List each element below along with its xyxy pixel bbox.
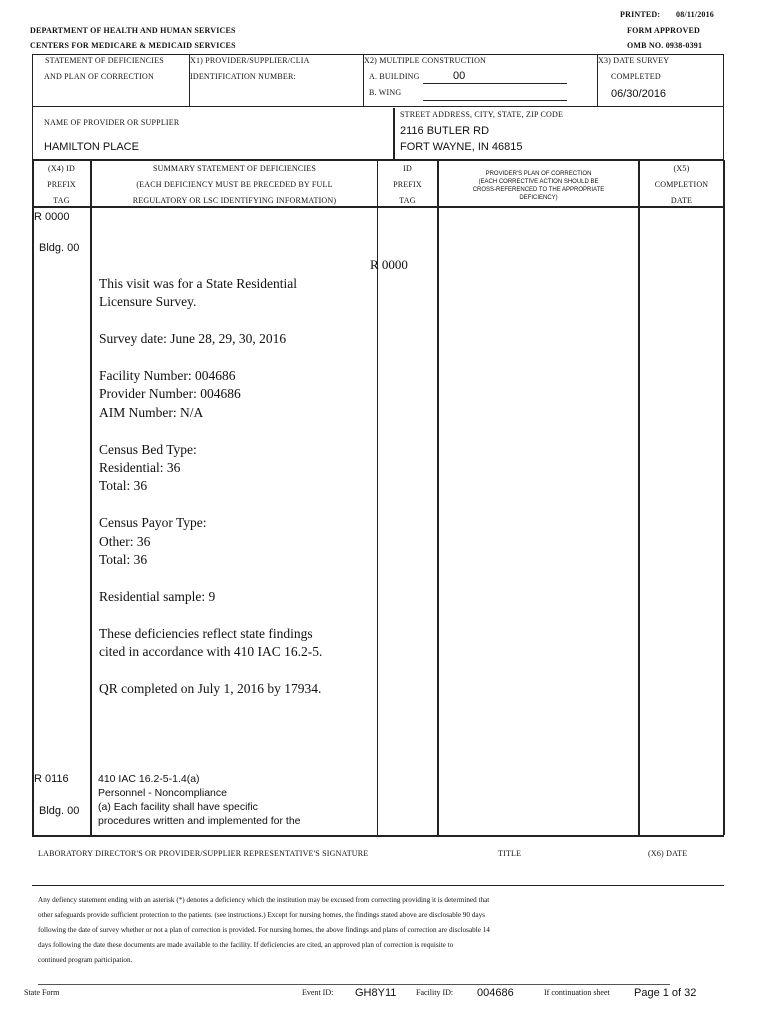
event-id-label: Event ID: [302,988,334,997]
id-header-1: ID [403,164,412,173]
statement-label-1: STATEMENT OF DEFICIENCIES [45,56,164,65]
paragraph: Survey date: June 28, 29, 30, 2016 [99,331,287,347]
building-label: A. BUILDING [369,72,420,81]
x4-header-2: PREFIX [47,180,76,189]
provider-name-label: NAME OF PROVIDER OR SUPPLIER [44,118,180,127]
facility-id-label: Facility ID: [416,988,454,997]
x3-label-2: COMPLETED [611,72,661,81]
paragraph: These deficiencies reflect state findings cited in accordance with 410 IAC 16.2-5. [99,625,323,660]
plan-header-3: CROSS-REFERENCED TO THE APPROPRIATE [472,187,605,193]
centers-title: CENTERS FOR MEDICARE & MEDICAID SERVICES [30,41,236,50]
paragraph: Residential sample: 9 [99,588,216,604]
x4-header-3: TAG [53,196,70,205]
address-label: STREET ADDRESS, CITY, STATE, ZIP CODE [400,110,564,119]
department-title: DEPARTMENT OF HEALTH AND HUMAN SERVICES [30,26,236,35]
facility-id-value: 004686 [477,987,514,999]
paragraph: Census Payor Type: Other: 36 Total: 36 [99,515,207,568]
r0116-prefix-tag: R 0116 [34,773,69,785]
printed-date: 08/11/2016 [676,10,715,19]
state-form-label: State Form [24,988,60,997]
date-completed: 06/30/2016 [611,88,667,100]
x2-label: X2) MULTIPLE CONSTRUCTION [364,56,487,65]
statement-label-2: AND PLAN OF CORRECTION [44,72,154,81]
x5-header-1: (X5) [673,164,690,173]
paragraph: This visit was for a State Residential Licensure Survey. [99,276,297,310]
r0000-plan-tag: R 0000 [370,257,408,272]
form-approved: FORM APPROVED [627,26,701,35]
plan-header-4: DEFICIENCY) [519,195,558,201]
summary-header-1: SUMMARY STATEMENT OF DEFICIENCIES [152,164,317,173]
director-signature-label: LABORATORY DIRECTOR'S OR PROVIDER/SUPPLIER REPRESENTATIVE'S SIGNATURE [38,849,369,858]
page-number: Page 1 of 32 [634,987,697,999]
r0116-summary-text: 410 IAC 16.2-5-1.4(a) Personnel - Noncompliance (a) Each facility shall have specific procedures written and implemented for the [98,773,301,827]
plan-header-1: PROVIDER'S PLAN OF CORRECTION [485,171,592,177]
printed-label: PRINTED: [620,10,661,19]
address-line-2: FORT WAYNE, IN 46815 [400,141,523,153]
id-header-3: TAG [399,196,416,205]
r0000-summary-text [99,275,359,698]
title-label: TITLE [498,849,522,858]
id-header-2: PREFIX [393,180,422,189]
r0000-prefix-tag: R 0000 [34,211,70,223]
disclosure-notice: Any defiency statement ending with an asterisk (*) denotes a deficiency which the institution may be excused from correcting providing it is determined that other safeguards provide sufficient protection to the patients. (see instructions.) Except for nursing homes, the findings stated above are disclosable 90 days following the date of survey whether or not a plan of correction is provided. For nursing homes, the above findings and plans of correction are disclosable 14 days following the date these documents are made available to the facility. If deficiencies are cited, an approved plan of correction is requisite to continued program participation. [38,896,490,964]
omb-number: OMB NO. 0938-0391 [627,41,703,50]
summary-header-2: (EACH DEFICIENCY MUST BE PRECEDED BY FULL [136,180,333,189]
provider-name-value: HAMILTON PLACE [44,141,139,153]
building-value: 00 [453,70,466,82]
x5-header-3: DATE [670,196,693,205]
event-id-value: GH8Y11 [355,987,397,999]
paragraph: QR completed on July 1, 2016 by 17934. [99,680,322,696]
x4-header-1: (X4) ID [48,164,75,173]
x1-label-2: IDENTIFICATION NUMBER: [190,72,296,81]
wing-label: B. WING [369,88,402,97]
paragraph: Facility Number: 004686 Provider Number: 004686 AIM Number: N/A [99,368,241,420]
x1-label-1: X1) PROVIDER/SUPPLIER/CLIA [190,56,310,65]
continuation-label: If continuation sheet [544,988,610,997]
paragraph: Census Bed Type: Residential: 36 Total: 36 [99,441,197,494]
summary-header-3: REGULATORY OR LSC IDENTIFYING INFORMATION) [132,196,337,205]
x6-date-label: (X6) DATE [648,849,688,858]
r0116-building: Bldg. 00 [39,805,80,817]
x3-label-1: X3) DATE SURVEY [598,56,670,65]
address-line-1: 2116 BUTLER RD [400,125,490,137]
plan-header-2: (EACH CORRECTIVE ACTION SHOULD BE [478,179,599,185]
x5-header-2: COMPLETION [654,180,709,189]
r0000-building: Bldg. 00 [39,242,80,254]
